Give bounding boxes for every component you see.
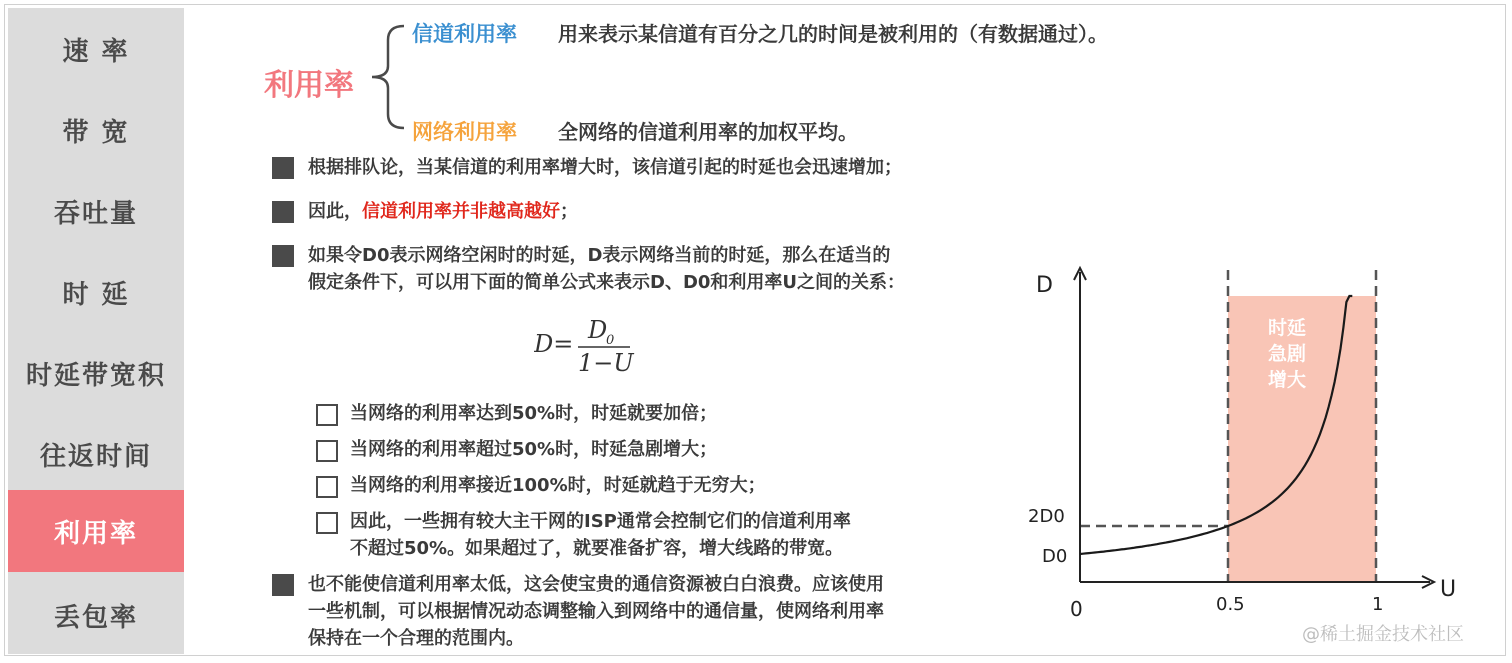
sidebar-item-utilization[interactable]: 利用率 <box>8 490 184 572</box>
bullet-4-line-1: 也不能使信道利用率太低，这会使宝贵的通信资源被白白浪费。应该使用 <box>308 574 884 595</box>
x-tick-label-1: 1 <box>1372 594 1384 615</box>
network-utilization-desc: 全网络的信道利用率的加权平均。 <box>558 120 858 144</box>
formula-lhs: D= <box>534 330 574 358</box>
bullet-3-line-2: 假定条件下，可以用下面的简单公式来表示D、D0和利用率U之间的关系： <box>308 272 906 293</box>
check-item-1: 当网络的利用率达到50%时，时延就要加倍； <box>350 403 718 424</box>
check-item-3: 当网络的利用率接近100%时，时延就趋于无穷大； <box>350 475 766 496</box>
checkbox-icon <box>316 404 338 426</box>
delay-utilization-chart <box>1020 260 1480 630</box>
watermark: @稀土掘金技术社区 <box>1302 624 1464 645</box>
bullet-square-icon <box>272 574 294 596</box>
bullet-3-line-1: 如果令D0表示网络空闲时的时延，D表示网络当前的时延，那么在适当的 <box>308 245 891 266</box>
delay-formula <box>534 314 644 381</box>
formula-graphic <box>534 314 644 374</box>
formula-numerator-sub: 0 <box>606 333 615 348</box>
sidebar <box>8 8 184 654</box>
checkbox-icon <box>316 512 338 534</box>
bullet-text-1: 根据排队论，当某信道的利用率增大时，该信道引起的时延也会迅速增加； <box>308 157 902 178</box>
sidebar-item-rtt[interactable]: 往返时间 <box>39 441 152 472</box>
region-label-line-2: 急剧 <box>1267 343 1307 365</box>
bullet-text-3 <box>308 242 905 296</box>
brace-icon <box>364 22 408 132</box>
sidebar-item-delay-bandwidth[interactable]: 时延带宽积 <box>25 360 166 391</box>
sidebar-item-speed[interactable]: 速 率 <box>62 36 130 67</box>
sidebar-item-throughput[interactable]: 吞吐量 <box>53 198 138 229</box>
bullet-text-4 <box>308 571 884 652</box>
x-axis-label: U <box>1440 577 1457 602</box>
bullet-2-suffix: ； <box>560 201 578 222</box>
bullet-square-icon <box>272 201 294 223</box>
formula-numerator: D <box>588 316 608 344</box>
formula-denominator: 1−U <box>578 349 634 374</box>
checkbox-icon <box>316 440 338 462</box>
bullet-square-icon <box>272 245 294 267</box>
check-item-4-line-2: 不超过50%。如果超过了，就要准备扩容，增大线路的带宽。 <box>350 538 844 559</box>
sidebar-item-bandwidth[interactable]: 带 宽 <box>62 117 130 148</box>
check-item-2: 当网络的利用率超过50%时，时延急剧增大； <box>350 439 718 460</box>
y-axis-label: D <box>1036 273 1053 298</box>
region-label-line-1: 时延 <box>1267 317 1307 339</box>
check-item-4 <box>350 508 851 562</box>
bullet-4-line-2: 一些机制，可以根据情况动态调整输入到网络中的通信量，使网络利用率 <box>308 601 884 622</box>
network-utilization-term: 网络利用率 <box>412 120 517 144</box>
channel-utilization-term: 信道利用率 <box>412 22 517 46</box>
bullet-4-line-3: 保持在一个合理的范围内。 <box>308 628 524 649</box>
bullet-2-highlight: 信道利用率并非越高越好 <box>362 201 560 222</box>
page-title: 利用率 <box>264 68 354 103</box>
bullet-text-2 <box>308 198 578 225</box>
y-tick-label-2d0: 2D0 <box>1028 506 1065 527</box>
x-tick-label-0.5: 0.5 <box>1216 594 1245 615</box>
check-item-4-line-1: 因此，一些拥有较大主干网的ISP通常会控制它们的信道利用率 <box>350 511 851 532</box>
checkbox-icon <box>316 476 338 498</box>
channel-utilization-desc: 用来表示某信道有百分之几的时间是被利用的（有数据通过）。 <box>558 22 1108 46</box>
bullet-2-prefix: 因此， <box>308 201 362 222</box>
x-tick-label-0: 0 <box>1070 597 1083 621</box>
bullet-square-icon <box>272 157 294 179</box>
region-label-line-3: 增大 <box>1267 369 1307 391</box>
sidebar-item-packet-loss[interactable]: 丢包率 <box>53 602 138 633</box>
y-tick-label-d0: D0 <box>1042 546 1068 567</box>
sidebar-item-delay[interactable]: 时 延 <box>62 279 130 310</box>
